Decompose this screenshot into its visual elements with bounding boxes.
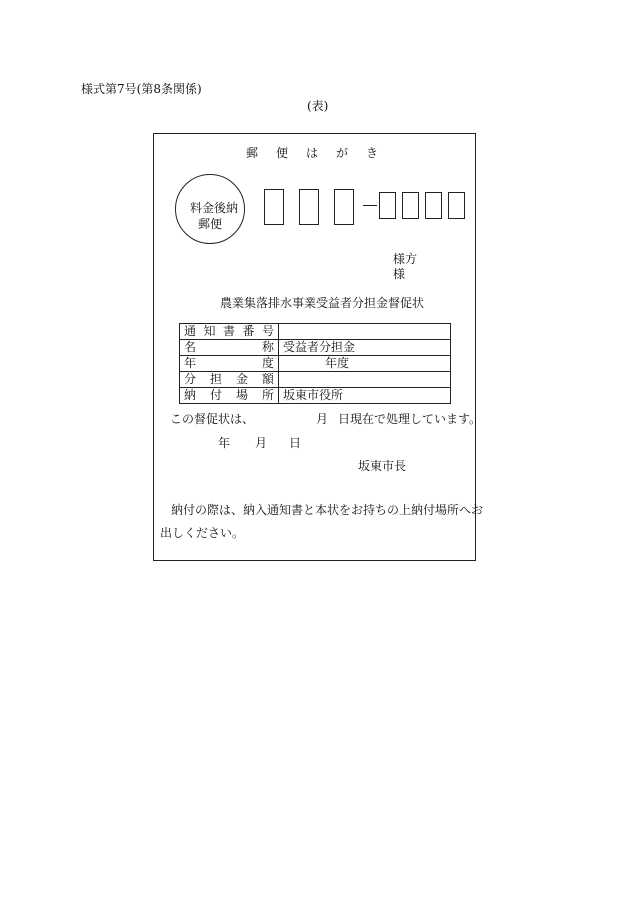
table-row — [180, 356, 451, 372]
row-value: 坂東市役所 — [279, 388, 451, 404]
postal-code-box — [402, 192, 419, 219]
stamp-text-line1: 料金後納 — [190, 201, 239, 215]
row-label: 分担金額 — [180, 372, 279, 388]
form-number: 様式第7号(第8条関係) — [81, 82, 202, 96]
postal-code-hyphen — [363, 205, 377, 206]
side-label: (表) — [307, 99, 329, 113]
payment-note-line2: 出しください。 — [160, 526, 245, 540]
statement-month: 月 — [316, 412, 329, 426]
row-value: 年度 — [279, 356, 451, 372]
postal-code-box — [448, 192, 465, 219]
date-year: 年 — [218, 436, 231, 450]
table-row — [180, 324, 451, 340]
postage-paid-stamp — [175, 174, 245, 244]
postcard-title-char: は — [306, 146, 319, 160]
table-row — [180, 372, 451, 388]
table-row — [180, 340, 451, 356]
addressee-line2: 様 — [393, 267, 406, 281]
row-value: 受益者分担金 — [279, 340, 451, 356]
notice-info-table — [179, 323, 451, 404]
notice-title: 農業集落排水事業受益者分担金督促状 — [220, 296, 425, 310]
row-value — [279, 372, 451, 388]
postcard-frame — [153, 133, 484, 561]
postal-code-box — [264, 189, 284, 225]
postal-code-box — [425, 192, 442, 219]
postal-code-box — [379, 192, 396, 219]
statement-text: この督促状は、 — [170, 412, 255, 426]
postcard-title-char: が — [336, 146, 349, 160]
postal-code-box — [299, 189, 319, 225]
statement-tail: 日現在で処理しています。 — [338, 412, 482, 426]
table-row — [180, 388, 451, 404]
row-label: 納付場所 — [180, 388, 279, 404]
date-day: 日 — [289, 436, 302, 450]
postcard-title-char: き — [366, 146, 379, 160]
row-label: 名称 — [180, 340, 279, 356]
date-month: 月 — [255, 436, 268, 450]
postcard-title-char: 郵 — [246, 146, 259, 160]
row-label: 年度 — [180, 356, 279, 372]
postcard-title-char: 便 — [276, 146, 289, 160]
row-label: 通知書番号 — [180, 324, 279, 340]
stamp-text-line2: 郵便 — [198, 217, 223, 231]
addressee-line1: 様方 — [393, 252, 418, 266]
row-value — [279, 324, 451, 340]
payment-note-line1: 納付の際は、納入通知書と本状をお持ちの上納付場所へお — [171, 503, 484, 517]
postcard-title — [246, 144, 396, 161]
issuer-name: 坂東市長 — [358, 459, 407, 473]
postal-code-box — [334, 189, 354, 225]
